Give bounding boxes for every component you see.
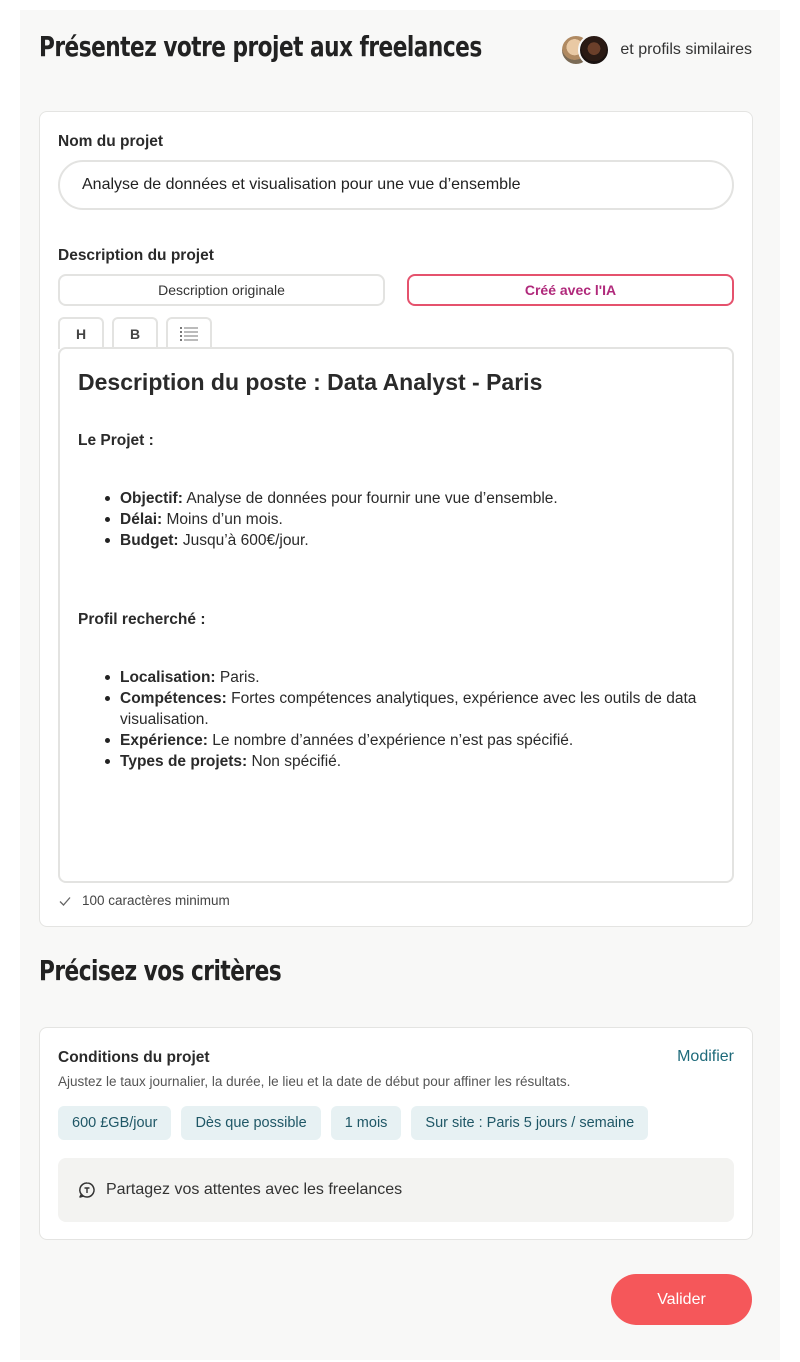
chat-bubble-icon bbox=[78, 1181, 96, 1199]
avatar-group bbox=[560, 33, 614, 67]
project-description-label: Description du projet bbox=[58, 247, 214, 264]
check-icon bbox=[58, 894, 72, 908]
conditions-title: Conditions du projet bbox=[58, 1049, 210, 1066]
editor-toolbar bbox=[58, 317, 220, 349]
list-item: Compétences: Fortes compétences analytiques, expérience avec les outils de data visualisation. bbox=[104, 688, 714, 730]
list-item: Objectif: Analyse de données pour fournir une vue d’ensemble. bbox=[104, 488, 714, 509]
editor-section-title: Le Projet : bbox=[78, 432, 154, 449]
chip-daily-rate: 600 £GB/jour bbox=[58, 1106, 171, 1140]
modify-link[interactable]: Modifier bbox=[677, 1048, 734, 1065]
min-chars-text: 100 caractères minimum bbox=[82, 893, 230, 908]
list-item: Budget: Jusqu’à 600€/jour. bbox=[104, 530, 714, 551]
description-tabs bbox=[58, 274, 734, 306]
project-name-label: Nom du projet bbox=[58, 133, 164, 150]
editor-list-project bbox=[104, 488, 714, 551]
header bbox=[39, 28, 752, 72]
chip-location: Sur site : Paris 5 jours / semaine bbox=[411, 1106, 648, 1140]
avatar bbox=[578, 34, 610, 66]
list-item: Expérience: Le nombre d’années d’expérience n’est pas spécifié. bbox=[104, 730, 714, 751]
conditions-card bbox=[39, 1027, 753, 1240]
tab-ai-description[interactable]: Créé avec l'IA bbox=[407, 274, 734, 306]
conditions-chips bbox=[58, 1106, 658, 1140]
heading-button[interactable]: H bbox=[58, 317, 104, 349]
page bbox=[20, 10, 780, 1360]
project-name-input[interactable] bbox=[58, 160, 734, 210]
list-item: Types de projets: Non spécifié. bbox=[104, 751, 714, 772]
project-card bbox=[39, 111, 753, 927]
editor-list-profile bbox=[104, 667, 714, 772]
validate-button[interactable]: Valider bbox=[611, 1274, 752, 1325]
share-expectations-label: Partagez vos attentes avec les freelances bbox=[106, 1181, 403, 1198]
chip-duration: 1 mois bbox=[331, 1106, 402, 1140]
conditions-help-text: Ajustez le taux journalier, la durée, le lieu et la date de début pour affiner les résultats. bbox=[58, 1074, 571, 1089]
min-chars-hint bbox=[58, 893, 230, 908]
similar-profiles bbox=[560, 33, 752, 67]
list-item: Localisation: Paris. bbox=[104, 667, 714, 688]
chip-start-date: Dès que possible bbox=[181, 1106, 320, 1140]
list-item: Délai: Moins d’un mois. bbox=[104, 509, 714, 530]
criteria-title: Précisez vos critères bbox=[39, 954, 282, 987]
similar-profiles-text: et profils similaires bbox=[620, 41, 752, 58]
list-icon bbox=[180, 327, 198, 341]
tab-original-description[interactable]: Description originale bbox=[58, 274, 385, 306]
page-title: Présentez votre projet aux freelances bbox=[39, 30, 482, 63]
editor-heading: Description du poste : Data Analyst - Paris bbox=[78, 369, 543, 395]
bold-button[interactable]: B bbox=[112, 317, 158, 349]
list-button[interactable] bbox=[166, 317, 212, 349]
description-editor[interactable] bbox=[58, 347, 734, 883]
share-expectations-button[interactable] bbox=[58, 1158, 734, 1222]
editor-section-title: Profil recherché : bbox=[78, 611, 206, 628]
